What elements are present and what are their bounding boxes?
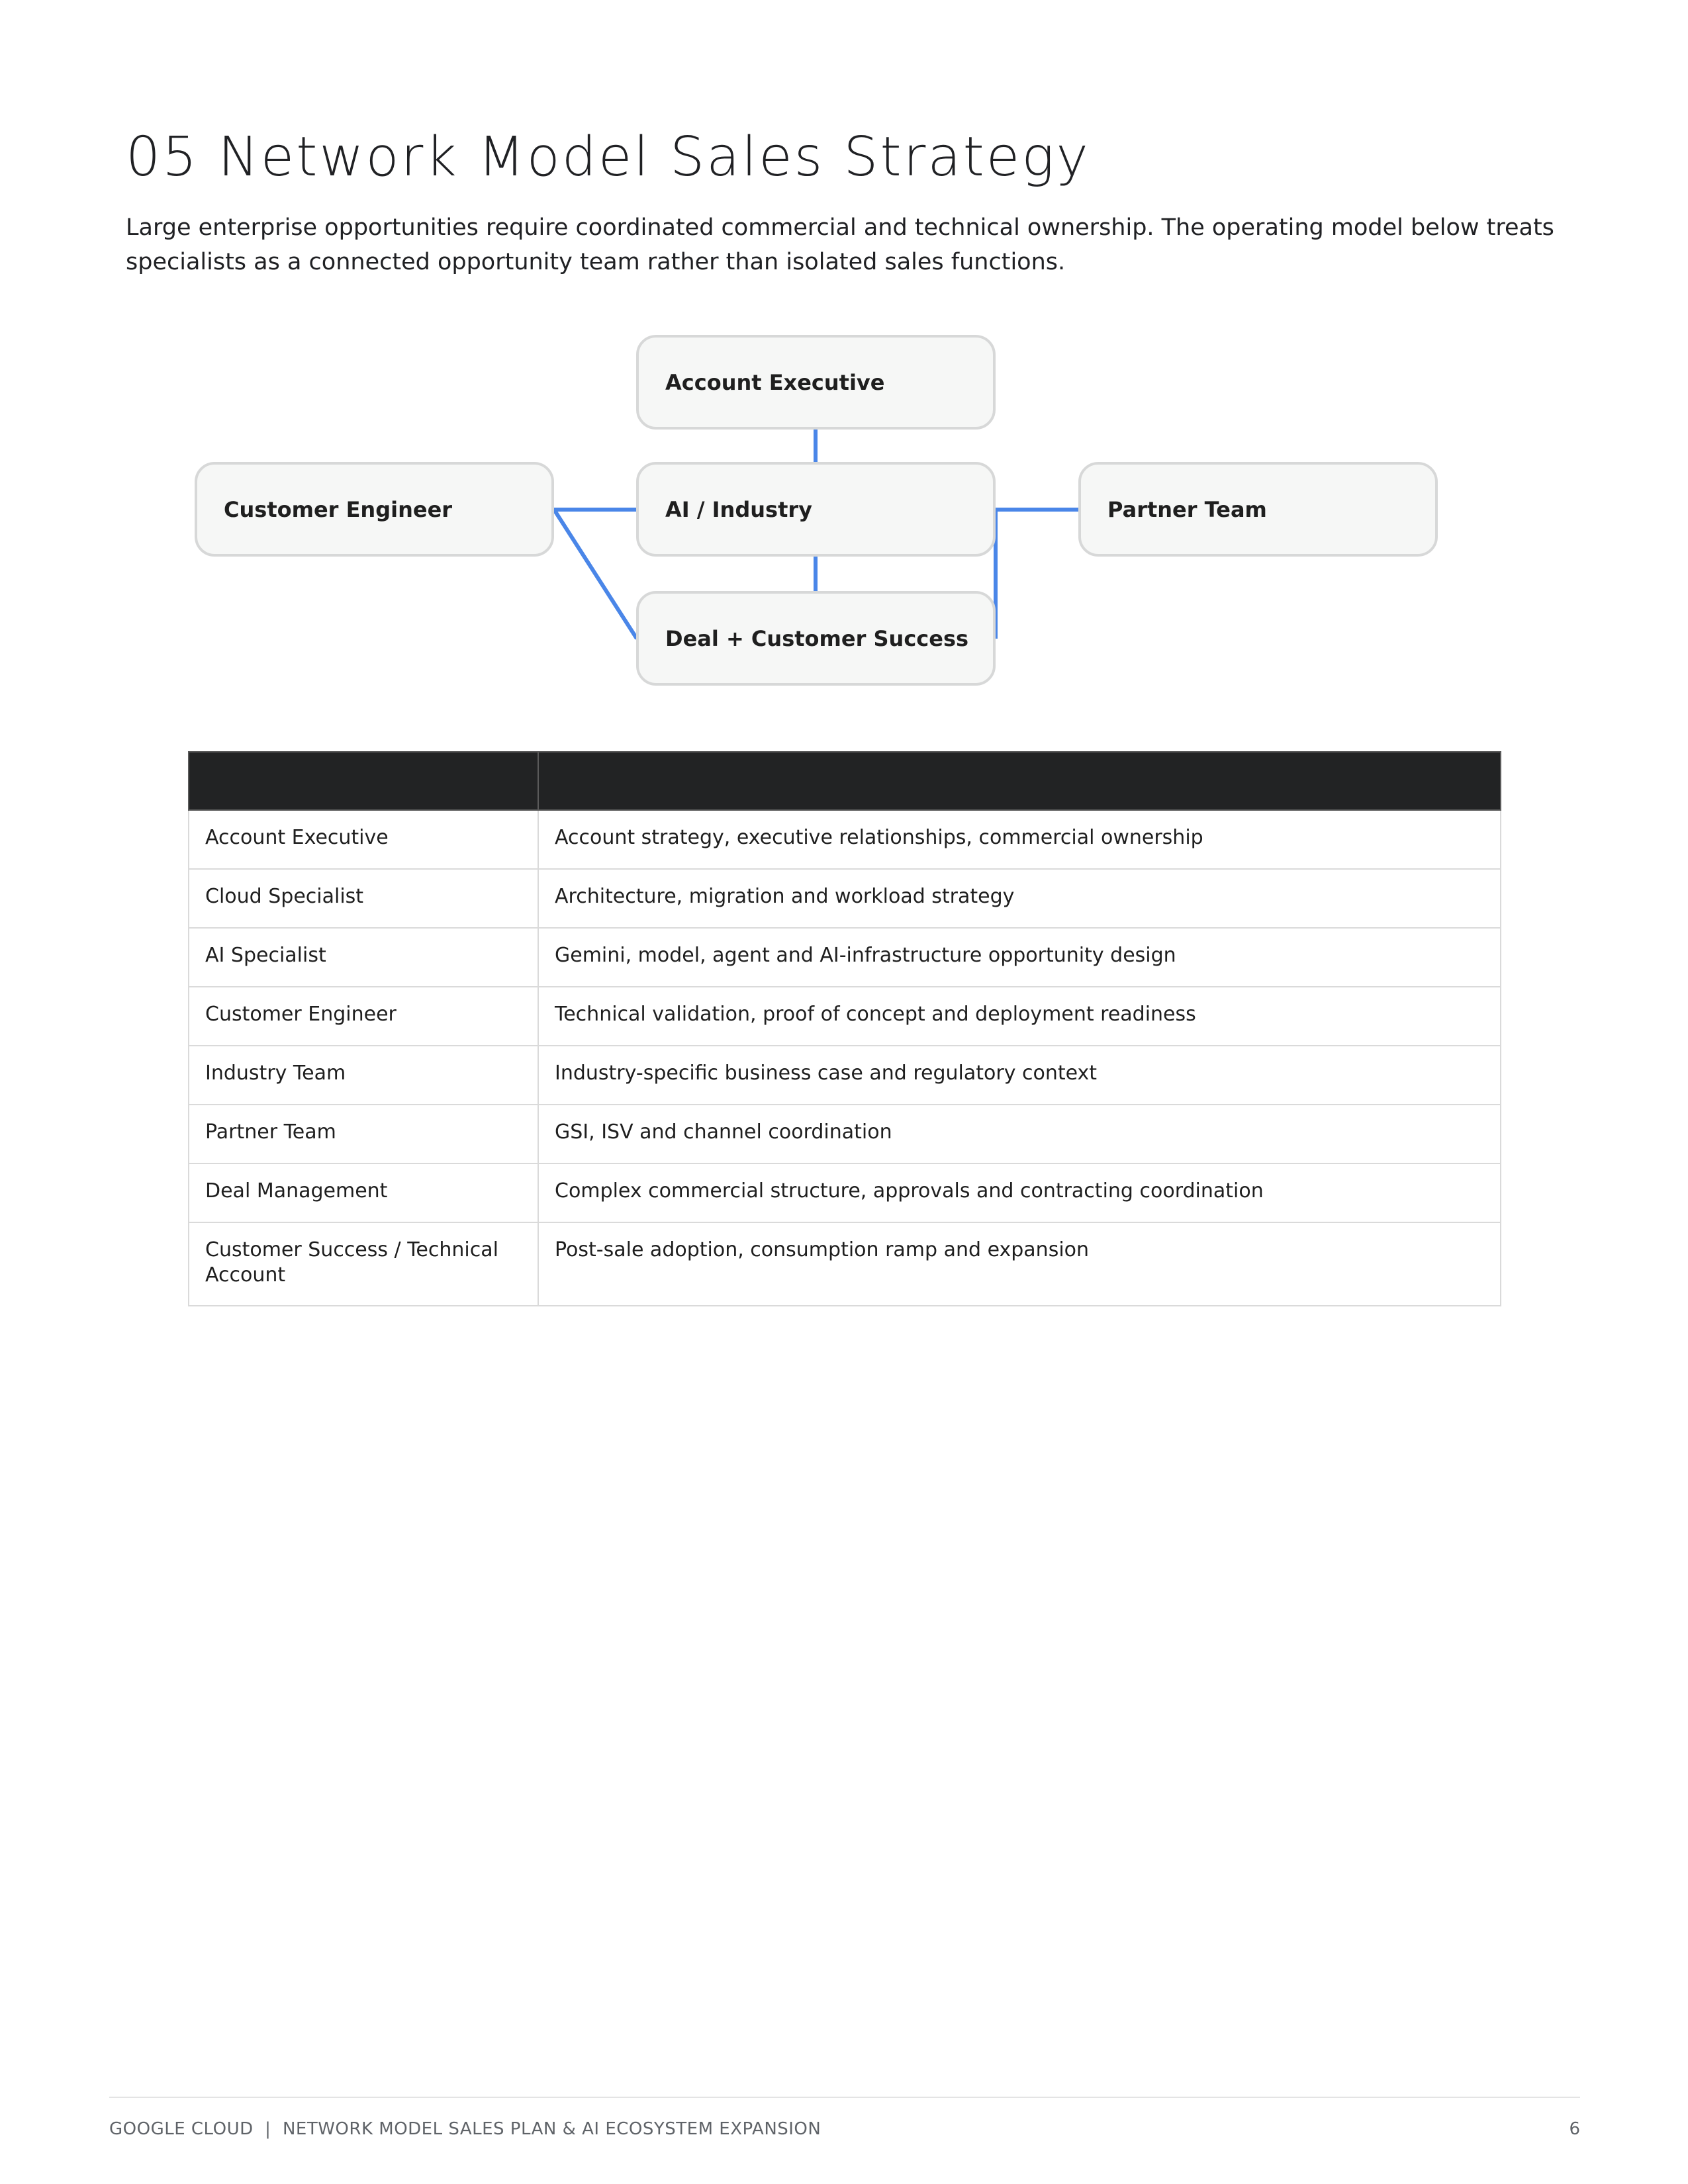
role-cell: Customer Engineer [189,987,538,1046]
table-row [189,1105,1501,1163]
role-cell: Deal Management [189,1163,538,1222]
role-cell: Customer Success / Technical Account [189,1222,538,1306]
table-row [189,869,1501,928]
role-cell: Industry Team [189,1046,538,1105]
role-cell: Cloud Specialist [189,869,538,928]
node-ai-industry: AI / Industry [636,462,996,557]
table-row [189,1163,1501,1222]
role-cell: Partner Team [189,1105,538,1163]
table-header-row [189,752,1501,810]
table-row [189,1046,1501,1105]
edge-customer-engineer-deal-customer-success [554,510,637,639]
footer-document-title: GOOGLE CLOUD | NETWORK MODEL SALES PLAN & AI ECOSYSTEM EXPANSION [109,2119,821,2139]
footer-page-number: 6 [1569,2119,1580,2139]
responsibility-cell: Post-sale adoption, consumption ramp and expansion [538,1222,1501,1306]
table-row [189,1222,1501,1306]
role-cell: Account Executive [189,810,538,869]
table-row [189,810,1501,869]
table-row [189,987,1501,1046]
responsibility-cell: Gemini, model, agent and AI-infrastructure opportunity design [538,928,1501,987]
node-customer-engineer: Customer Engineer [195,462,554,557]
table-header-cell [189,752,538,810]
footer-divider [109,2097,1580,2098]
responsibility-cell: Industry-specific business case and regulatory context [538,1046,1501,1105]
table-row [189,928,1501,987]
node-partner-team: Partner Team [1078,462,1438,557]
roles-table [188,751,1501,1306]
intro-paragraph: Large enterprise opportunities require coordinated commercial and technical ownership. The operating model below treats specialists as a connected opportunity team rather than isolated sales functions. [126,214,1554,275]
responsibility-cell: Technical validation, proof of concept and deployment readiness [538,987,1501,1046]
responsibility-cell: GSI, ISV and channel coordination [538,1105,1501,1163]
network-model-diagram [0,0,1688,728]
responsibility-cell: Architecture, migration and workload strategy [538,869,1501,928]
node-account-executive: Account Executive [636,335,996,430]
table-header-cell [538,752,1501,810]
page-title: 05 Network Model Sales Strategy [126,126,1090,189]
role-cell: AI Specialist [189,928,538,987]
responsibility-cell: Account strategy, executive relationships, commercial ownership [538,810,1501,869]
node-deal-customer-success: Deal + Customer Success [636,591,996,686]
responsibility-cell: Complex commercial structure, approvals and contracting coordination [538,1163,1501,1222]
